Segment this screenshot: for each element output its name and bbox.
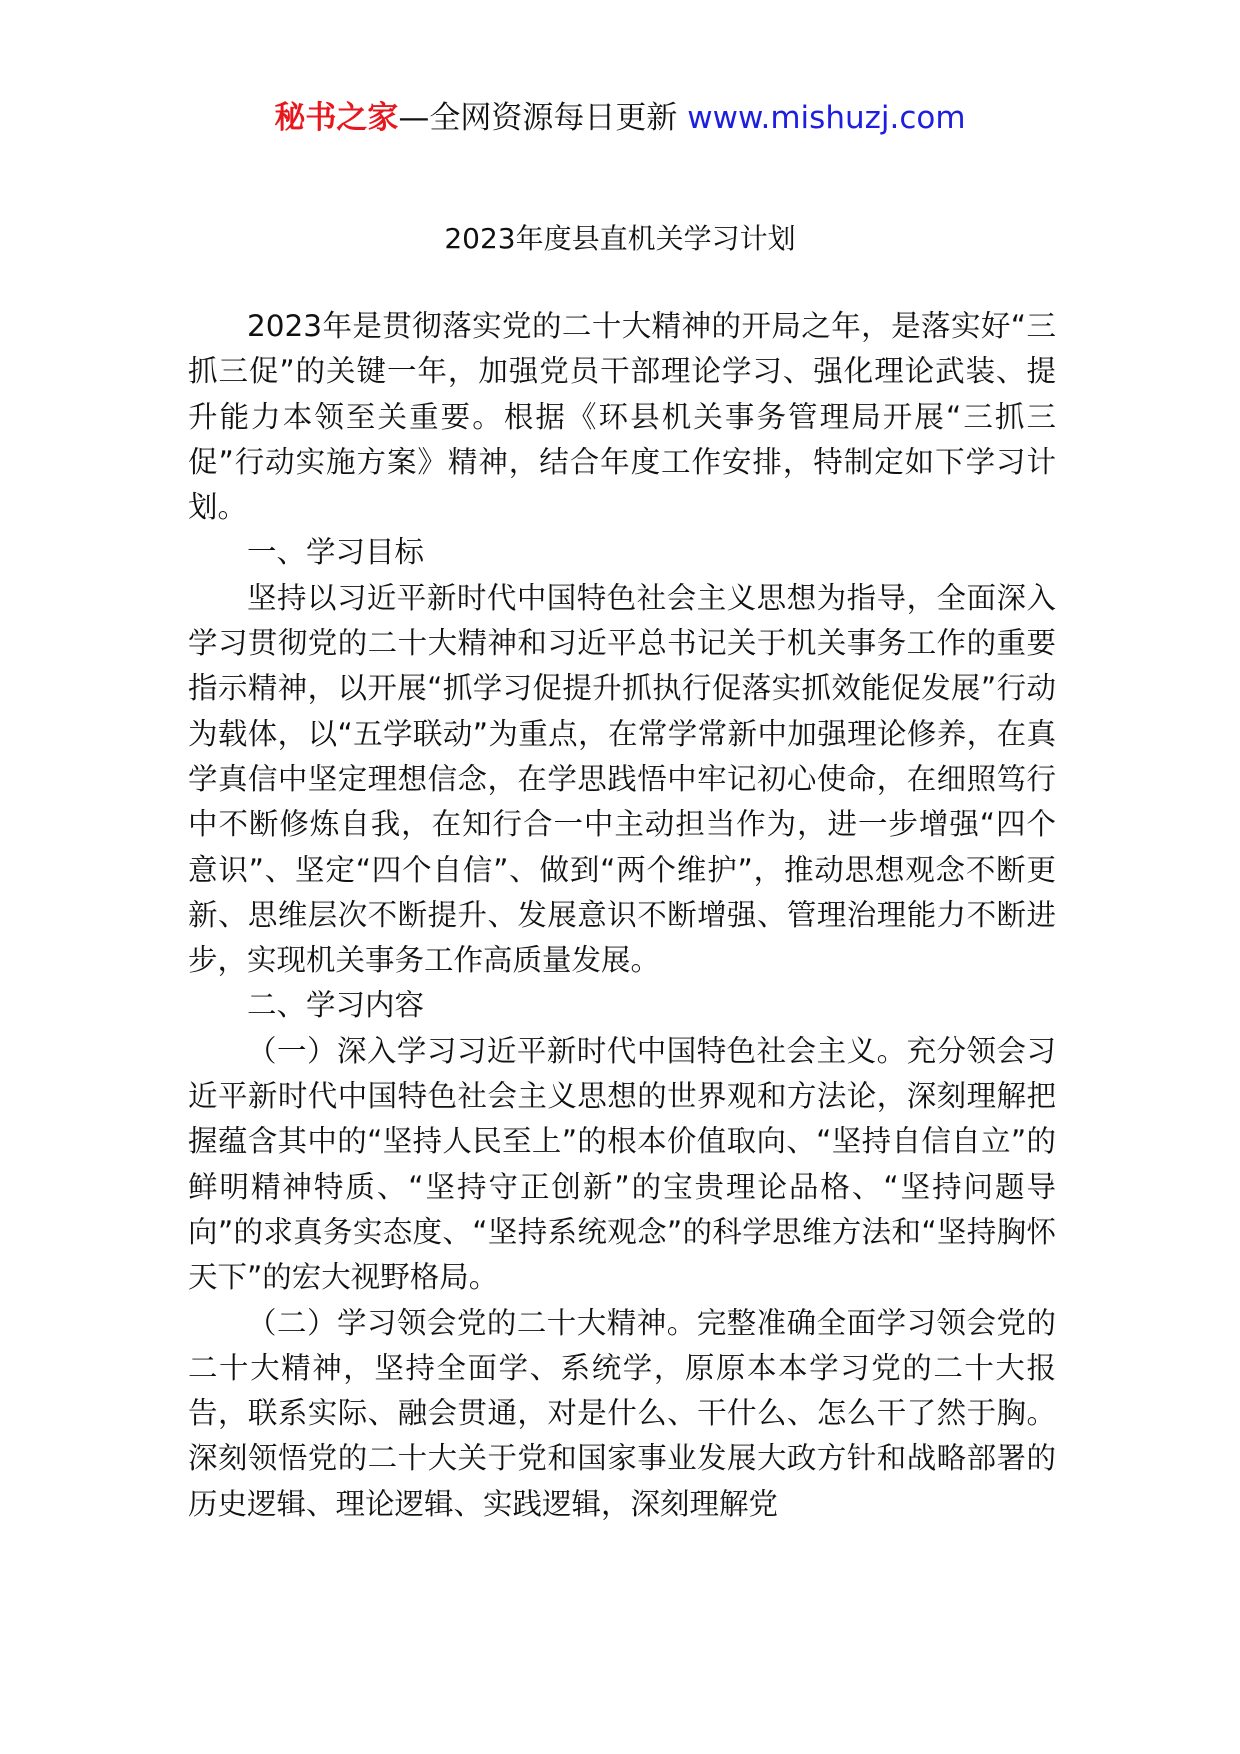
- intro-paragraph: 2023年是贯彻落实党的二十大精神的开局之年，是落实好“三抓三促”的关键一年，加强党员干部理论学习、强化理论武装、提升能力本领至关重要。根据《环县机关事务管理局开展“三抓三促”行动实施方案》精神，结合年度工作安排，特制定如下学习计划。: [188, 309, 1056, 525]
- goals-paragraph: 坚持以习近平新时代中国特色社会主义思想为指导，全面深入学习贯彻党的二十大精神和习近平总书记关于机关事务工作的重要指示精神，以开展“抓学习促提升抓执行促落实抓效能促发展”行动为载体，以“五学联动”为重点，在常学常新中加强理论修养，在真学真信中坚定理想信念，在学思践悟中牢记初心使命，在细照笃行中不断修炼自我，在知行合一中主动担当作为，进一步增强“四个意识”、坚定“四个自信”、做到“两个维护”，推动思想观念不断更新、思维层次不断提升、发展意识不断增强、管理治理能力不断进步，实现机关事务工作高质量发展。: [188, 580, 1056, 978]
- site-banner: [0, 98, 1240, 138]
- content-item-2-paragraph: （二）学习领会党的二十大精神。完整准确全面学习领会党的二十大精神，坚持全面学、系统学，原原本本学习党的二十大报告，联系实际、融会贯通，对是什么、干什么、怎么干了然于胸。深刻领悟党的二十大关于党和国家事业发展大政方针和战略部署的历史逻辑、理论逻辑、实践逻辑，深刻理解党: [188, 1305, 1056, 1521]
- document-body: [188, 304, 1056, 1527]
- section-heading-goals: 一、学习目标: [247, 535, 425, 570]
- site-slogan: —全网资源每日更新: [398, 100, 688, 136]
- section-heading-content: 二、学习内容: [247, 988, 425, 1023]
- content-item-1-paragraph: （一）深入学习习近平新时代中国特色社会主义。充分领会习近平新时代中国特色社会主义思想的世界观和方法论，深刻理解把握蕴含其中的“坚持人民至上”的根本价值取向、“坚持自信自立”的鲜明精神特质、“坚持守正创新”的宝贵理论品格、“坚持问题导向”的求真务实态度、“坚持系统观念”的科学思维方法和“坚持胸怀天下”的宏大视野格局。: [188, 1033, 1056, 1295]
- site-brand-name: 秘书之家: [274, 100, 399, 136]
- document-title: 2023年度县直机关学习计划: [444, 222, 796, 255]
- site-url-link[interactable]: www.mishuzj.com: [687, 100, 966, 136]
